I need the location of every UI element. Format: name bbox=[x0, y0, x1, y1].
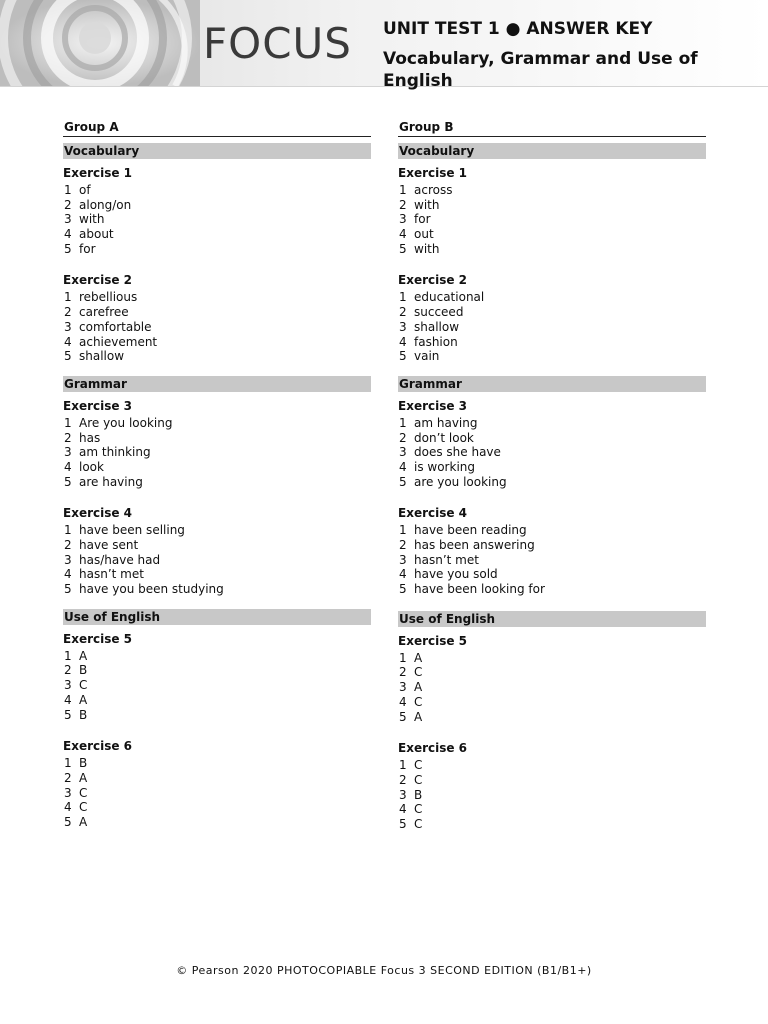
answer-number: 2 bbox=[64, 663, 72, 678]
answer-item bbox=[398, 212, 706, 227]
answer-list bbox=[63, 756, 371, 829]
answer-item bbox=[63, 708, 371, 723]
answer-list bbox=[398, 290, 706, 363]
answer-item bbox=[63, 756, 371, 771]
exercise-title: Exercise 2 bbox=[398, 273, 468, 288]
answer-text: C bbox=[414, 802, 423, 817]
page-subtitle: Vocabulary, Grammar and Use of English bbox=[383, 49, 698, 91]
answer-item bbox=[63, 567, 371, 582]
exercise-title: Exercise 5 bbox=[63, 631, 133, 646]
answer-text: A bbox=[414, 650, 423, 665]
answer-text: A bbox=[79, 692, 88, 707]
answer-number: 2 bbox=[64, 538, 72, 552]
answer-list bbox=[398, 523, 706, 596]
exercise-title: Exercise 6 bbox=[63, 739, 133, 754]
answer-item bbox=[398, 445, 706, 460]
answer-list bbox=[63, 649, 371, 722]
section-header: Use of English bbox=[63, 609, 371, 625]
answer-item bbox=[398, 710, 706, 725]
answer-item bbox=[398, 695, 706, 710]
answer-number: 2 bbox=[399, 197, 407, 212]
section-header: Grammar bbox=[398, 376, 706, 392]
answer-text: A bbox=[79, 814, 88, 829]
answer-text: has been answering bbox=[414, 538, 535, 552]
answer-item bbox=[63, 183, 371, 198]
answer-text: B bbox=[414, 787, 423, 802]
answer-number: 4 bbox=[399, 227, 407, 242]
answer-number: 4 bbox=[399, 567, 407, 582]
answer-number: 1 bbox=[64, 523, 72, 538]
answer-number: 3 bbox=[399, 319, 407, 334]
answer-item bbox=[63, 445, 371, 460]
answer-item bbox=[63, 416, 371, 431]
answer-number: 2 bbox=[399, 665, 407, 680]
answer-item bbox=[63, 305, 371, 320]
answer-list bbox=[63, 290, 371, 363]
answer-item bbox=[398, 431, 706, 446]
answer-item bbox=[63, 815, 371, 830]
answer-number: 2 bbox=[399, 772, 407, 787]
page-footer: © Pearson 2020 PHOTOCOPIABLE Focus 3 SECOND EDITION (B1/B1+) bbox=[176, 964, 592, 977]
exercise-title: Exercise 1 bbox=[398, 166, 468, 180]
answer-item bbox=[398, 773, 706, 788]
answer-number: 5 bbox=[64, 474, 72, 489]
answer-text: B bbox=[79, 663, 88, 678]
answer-number: 3 bbox=[64, 445, 72, 460]
answer-list bbox=[398, 651, 706, 724]
answer-item bbox=[398, 416, 706, 431]
answer-list bbox=[63, 523, 371, 596]
answer-text: out bbox=[414, 227, 434, 242]
answer-number: 2 bbox=[64, 197, 72, 212]
answer-text: has bbox=[79, 430, 101, 445]
answer-item bbox=[63, 663, 371, 678]
answer-number: 1 bbox=[64, 756, 72, 771]
answer-item bbox=[63, 693, 371, 708]
answer-number: 2 bbox=[64, 430, 72, 445]
answer-number: 5 bbox=[64, 241, 72, 256]
answer-number: 4 bbox=[64, 800, 72, 815]
answer-text: C bbox=[414, 665, 423, 680]
answer-text: with bbox=[414, 197, 440, 212]
section-header: Vocabulary bbox=[398, 143, 706, 159]
focus-logo-graphic bbox=[0, 0, 200, 86]
answer-number: 3 bbox=[64, 552, 72, 567]
exercise-title: Exercise 2 bbox=[63, 273, 133, 288]
answer-number: 2 bbox=[399, 430, 407, 445]
answer-number: 2 bbox=[399, 305, 407, 320]
answer-item bbox=[398, 523, 706, 538]
answer-number: 4 bbox=[64, 567, 72, 582]
answer-item bbox=[63, 523, 371, 538]
answer-text: is working bbox=[414, 459, 475, 474]
answer-item bbox=[63, 475, 371, 490]
answer-item bbox=[63, 431, 371, 446]
answer-text: C bbox=[79, 678, 88, 693]
answer-number: 5 bbox=[399, 582, 407, 597]
answer-text: C bbox=[79, 785, 88, 800]
answer-number: 3 bbox=[399, 680, 407, 695]
answer-number: 4 bbox=[64, 227, 72, 242]
answer-text: am thinking bbox=[79, 445, 151, 460]
answer-item bbox=[398, 227, 706, 242]
answer-text: A bbox=[414, 709, 423, 724]
answer-number: 1 bbox=[399, 523, 407, 538]
group-title: Group A bbox=[63, 118, 371, 137]
answer-list bbox=[398, 758, 706, 831]
answer-item bbox=[398, 582, 706, 597]
answer-text: with bbox=[414, 241, 440, 256]
answer-number: 4 bbox=[64, 692, 72, 707]
answer-number: 4 bbox=[399, 459, 407, 474]
answer-text: carefree bbox=[79, 305, 129, 320]
answer-text: with bbox=[79, 212, 105, 227]
exercise-title: Exercise 4 bbox=[398, 506, 468, 521]
answer-list bbox=[63, 183, 371, 256]
answer-text: look bbox=[79, 459, 104, 474]
answer-text: about bbox=[79, 227, 114, 242]
answer-item bbox=[398, 665, 706, 680]
answer-text: B bbox=[79, 707, 88, 722]
exercise-title: Exercise 5 bbox=[398, 633, 468, 648]
answer-item bbox=[398, 553, 706, 568]
answer-item bbox=[398, 198, 706, 213]
answer-item bbox=[63, 582, 371, 597]
answer-text: are having bbox=[79, 474, 143, 489]
answer-number: 5 bbox=[399, 241, 407, 256]
answer-number: 1 bbox=[64, 290, 72, 305]
section-header: Grammar bbox=[63, 376, 371, 392]
answer-item bbox=[398, 183, 706, 198]
group-b-column bbox=[398, 118, 706, 832]
section-header: Vocabulary bbox=[63, 143, 371, 159]
exercise-title: Exercise 6 bbox=[398, 741, 468, 756]
answer-number: 2 bbox=[64, 770, 72, 785]
exercise-title: Exercise 4 bbox=[63, 506, 133, 521]
answer-number: 5 bbox=[399, 474, 407, 489]
answer-item bbox=[63, 320, 371, 335]
answer-number: 5 bbox=[64, 814, 72, 829]
answer-number: 1 bbox=[64, 415, 72, 430]
answer-text: fashion bbox=[414, 334, 458, 349]
answer-item bbox=[398, 651, 706, 666]
answer-item bbox=[398, 788, 706, 803]
answer-text: achievement bbox=[79, 334, 158, 349]
answer-number: 1 bbox=[64, 648, 72, 663]
answer-list bbox=[398, 183, 706, 256]
answer-item bbox=[63, 553, 371, 568]
answer-number: 5 bbox=[64, 707, 72, 722]
answer-number: 1 bbox=[399, 183, 407, 197]
answer-text: have been reading bbox=[414, 523, 527, 538]
group-title: Group B bbox=[398, 118, 706, 137]
answer-number: 3 bbox=[399, 552, 407, 567]
answer-text: rebellious bbox=[79, 290, 138, 305]
answer-text: A bbox=[79, 770, 88, 785]
answer-number: 3 bbox=[64, 678, 72, 693]
answer-text: C bbox=[414, 816, 423, 831]
answer-text: hasn’t met bbox=[414, 552, 479, 567]
answer-number: 1 bbox=[399, 290, 407, 305]
answer-text: for bbox=[79, 241, 96, 256]
answer-item bbox=[63, 227, 371, 242]
answer-number: 3 bbox=[64, 319, 72, 334]
answer-number: 1 bbox=[399, 758, 407, 773]
answer-item bbox=[398, 475, 706, 490]
page-title: UNIT TEST 1 ● ANSWER KEY bbox=[383, 19, 653, 39]
answer-text: vain bbox=[414, 349, 440, 364]
answer-text: have you been studying bbox=[79, 582, 224, 597]
answer-number: 5 bbox=[399, 816, 407, 831]
answer-number: 2 bbox=[399, 538, 407, 552]
answer-number: 3 bbox=[399, 212, 407, 227]
answer-text: shallow bbox=[79, 349, 125, 364]
answer-text: C bbox=[79, 800, 88, 815]
answer-number: 4 bbox=[399, 802, 407, 817]
answer-number: 3 bbox=[399, 787, 407, 802]
answer-item bbox=[63, 335, 371, 350]
exercise-title: Exercise 3 bbox=[398, 398, 468, 413]
answer-number: 1 bbox=[64, 183, 72, 197]
answer-text: don’t look bbox=[414, 430, 474, 445]
answer-item bbox=[63, 538, 371, 553]
answer-item bbox=[63, 198, 371, 213]
answer-text: succeed bbox=[414, 305, 464, 320]
answer-item bbox=[398, 290, 706, 305]
answer-text: shallow bbox=[414, 319, 460, 334]
answer-text: C bbox=[414, 772, 423, 787]
answer-number: 1 bbox=[399, 415, 407, 430]
answer-text: have been selling bbox=[79, 523, 185, 538]
answer-item bbox=[398, 460, 706, 475]
answer-item bbox=[63, 242, 371, 257]
answer-text: for bbox=[414, 212, 431, 227]
answer-list bbox=[398, 416, 706, 489]
answer-number: 4 bbox=[399, 334, 407, 349]
answer-item bbox=[398, 538, 706, 553]
answer-number: 2 bbox=[64, 305, 72, 320]
answer-item bbox=[63, 678, 371, 693]
answer-item bbox=[63, 460, 371, 475]
answer-text: have been looking for bbox=[414, 582, 545, 597]
answer-item bbox=[63, 771, 371, 786]
answer-item bbox=[63, 649, 371, 664]
answer-text: does she have bbox=[414, 445, 501, 460]
answer-item bbox=[63, 212, 371, 227]
answer-text: A bbox=[79, 648, 88, 663]
answer-text: comfortable bbox=[79, 319, 152, 334]
answer-number: 5 bbox=[64, 582, 72, 597]
answer-text: am having bbox=[414, 415, 478, 430]
answer-item bbox=[398, 680, 706, 695]
answer-text: B bbox=[79, 756, 88, 771]
answer-text: have sent bbox=[79, 538, 139, 552]
exercise-title: Exercise 3 bbox=[63, 398, 133, 413]
answer-text: along/on bbox=[79, 197, 132, 212]
answer-number: 4 bbox=[64, 334, 72, 349]
answer-number: 5 bbox=[399, 349, 407, 364]
page-header bbox=[0, 0, 768, 91]
answer-item bbox=[398, 817, 706, 832]
answer-text: are you looking bbox=[414, 474, 507, 489]
answer-text: C bbox=[414, 758, 423, 773]
answer-text: hasn’t met bbox=[79, 567, 144, 582]
answer-item bbox=[63, 349, 371, 364]
answer-number: 1 bbox=[399, 650, 407, 665]
answer-item bbox=[398, 320, 706, 335]
answer-item bbox=[63, 786, 371, 801]
answer-text: across bbox=[414, 183, 453, 197]
answer-number: 4 bbox=[399, 694, 407, 709]
answer-number: 5 bbox=[64, 349, 72, 364]
answer-number: 3 bbox=[64, 785, 72, 800]
group-a-column bbox=[63, 118, 371, 830]
answer-number: 3 bbox=[399, 445, 407, 460]
answer-text: Are you looking bbox=[79, 415, 173, 430]
answer-list bbox=[63, 416, 371, 489]
answer-item bbox=[398, 335, 706, 350]
answer-text: C bbox=[414, 694, 423, 709]
exercise-title: Exercise 1 bbox=[63, 166, 133, 180]
section-header: Use of English bbox=[398, 611, 706, 627]
answer-item bbox=[398, 758, 706, 773]
answer-item bbox=[63, 290, 371, 305]
answer-item bbox=[398, 242, 706, 257]
answer-text: educational bbox=[414, 290, 485, 305]
answer-text: have you sold bbox=[414, 567, 498, 582]
focus-logo-text: FOCUS bbox=[203, 19, 352, 68]
answer-item bbox=[398, 567, 706, 582]
answer-item bbox=[398, 349, 706, 364]
answer-number: 4 bbox=[64, 459, 72, 474]
answer-number: 3 bbox=[64, 212, 72, 227]
answer-text: has/have had bbox=[79, 552, 161, 567]
answer-item bbox=[398, 305, 706, 320]
answer-text: of bbox=[79, 183, 91, 197]
answer-item bbox=[398, 802, 706, 817]
answer-number: 5 bbox=[399, 709, 407, 724]
answer-text: A bbox=[414, 680, 423, 695]
answer-item bbox=[63, 800, 371, 815]
